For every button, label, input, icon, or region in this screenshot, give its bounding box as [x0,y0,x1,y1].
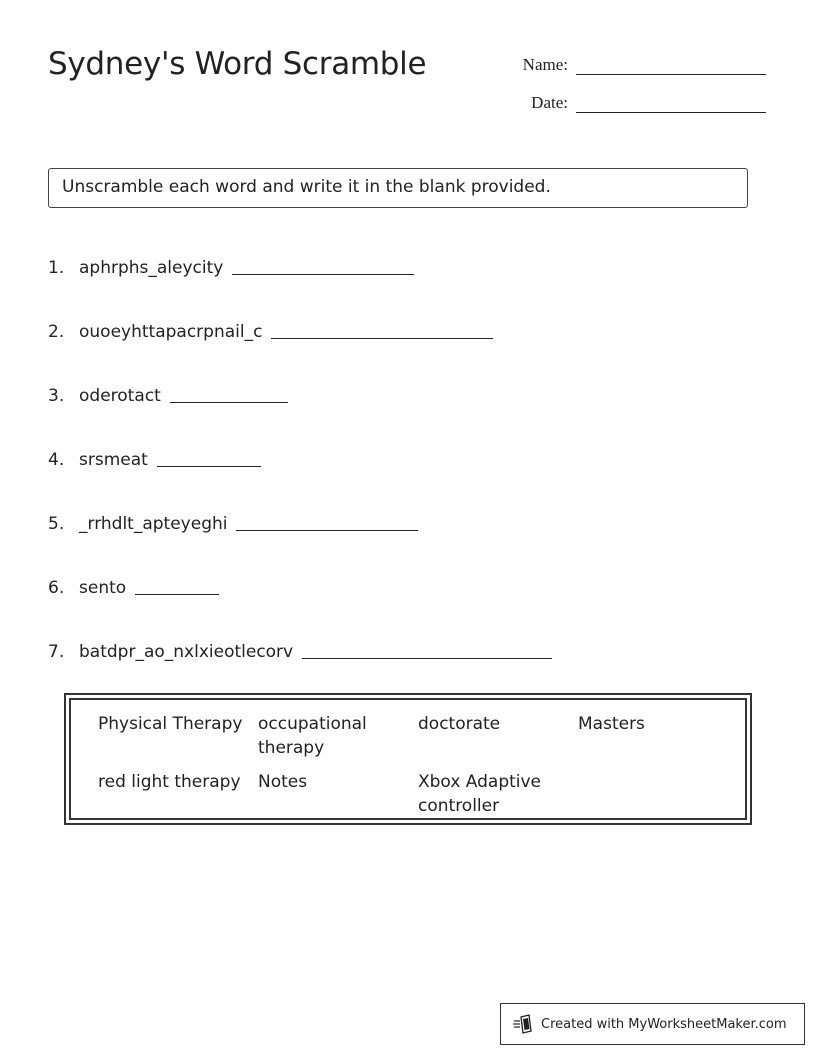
question-number: 2. [48,322,65,342]
question-number: 3. [48,386,65,406]
word-bank-grid [69,698,747,820]
question-number: 6. [48,578,65,598]
scrambled-word: oderotact [79,386,161,406]
answer-blank[interactable] [302,638,552,659]
word-bank-item: Masters [578,714,645,734]
answer-blank[interactable] [271,318,493,339]
word-bank-item: red light therapy [98,772,241,792]
instructions-box: Unscramble each word and write it in the blank provided. [48,168,748,208]
question-number: 1. [48,258,65,278]
scrambled-word: ouoeyhttapacrpnail_c [79,322,263,342]
word-bank-item: Notes [258,772,308,792]
answer-blank[interactable] [232,254,414,275]
footer-credit[interactable] [500,1003,805,1045]
scrambled-word: aphrphs_aleycity [79,258,224,278]
name-blank[interactable] [576,56,766,75]
word-bank-item: doctorate [418,714,501,734]
answer-blank[interactable] [135,574,219,595]
question-list [48,250,748,698]
date-field-row [506,93,766,113]
scrambled-word: sento [79,578,127,598]
word-bank-item: Xbox Adaptive controller [418,772,542,816]
scrambled-word: srsmeat [79,450,148,470]
question-number: 4. [48,450,65,470]
question-item [48,378,748,406]
question-item [48,634,748,662]
page-title: Sydney's Word Scramble [48,46,427,82]
word-bank-item: occupational therapy [258,714,367,758]
worksheet-maker-logo-icon [513,1014,535,1034]
scrambled-word: _rrhdlt_apteyeghi [79,514,228,534]
question-item [48,442,748,470]
answer-blank[interactable] [170,382,288,403]
question-item [48,506,748,534]
question-number: 7. [48,642,65,662]
name-label: Name: [522,55,568,74]
question-number: 5. [48,514,65,534]
footer-text: Created with MyWorksheetMaker.com [541,1016,787,1032]
scrambled-word: batdpr_ao_nxlxieotlecorv [79,642,294,662]
answer-blank[interactable] [157,446,261,467]
question-item [48,314,748,342]
answer-blank[interactable] [236,510,418,531]
word-bank [64,693,752,825]
name-field-row [506,55,766,75]
question-item [48,570,748,598]
date-blank[interactable] [576,94,766,113]
date-label: Date: [531,93,568,112]
word-bank-item: Physical Therapy [98,714,243,734]
question-item [48,250,748,278]
